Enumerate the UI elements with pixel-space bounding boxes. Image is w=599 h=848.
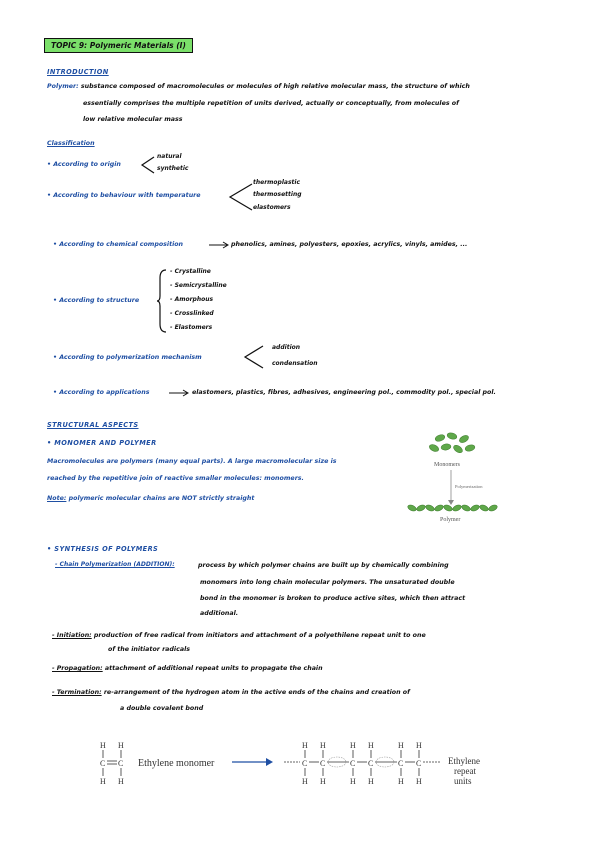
temperature-label: • According to behaviour with temperature — [47, 192, 201, 199]
structure-item-crystalline: - Crystalline — [170, 268, 211, 275]
mechanism-item-condensation: condensation — [272, 360, 318, 367]
termination-line1 — [52, 686, 410, 699]
structural-note — [47, 492, 254, 505]
svg-text:C: C — [416, 759, 422, 768]
temp-item-elastomers: elastomers — [253, 204, 291, 211]
intro-line2: essentially comprises the multiple repetition of units derived, actually or conceptually, from molecules of — [83, 100, 459, 107]
termination-line2: a double covalent bond — [120, 705, 204, 712]
chain-line-2: monomers into long chain molecular polymers. The unsaturated double — [200, 579, 455, 586]
synthesis-heading: • SYNTHESIS OF POLYMERS — [47, 545, 159, 553]
classification-heading: Classification — [47, 140, 95, 147]
polymer-chain — [407, 504, 498, 513]
chain-line-4: additional. — [200, 610, 239, 617]
chain-polymerization-label: - Chain Polymerization (ADDITION): — [55, 561, 175, 568]
chain-line-3: bond in the monomer is broken to produce active sites, which then attract — [200, 595, 466, 602]
svg-text:H: H — [398, 741, 404, 750]
chemical-text: phenolics, amines, polyesters, epoxies, acrylics, vinyls, amides, ... — [231, 241, 468, 248]
temp-item-thermoplastic: thermoplastic — [253, 179, 300, 186]
svg-text:H: H — [416, 741, 422, 750]
svg-text:H: H — [350, 741, 356, 750]
svg-text:H: H — [320, 741, 326, 750]
ethylene-repeat-label-1: Ethylene — [448, 756, 480, 766]
note-label: Note: — [47, 495, 67, 502]
note-text: polymeric molecular chains are NOT strictly straight — [68, 495, 255, 502]
svg-text:H: H — [100, 741, 106, 750]
origin-label: • According to origin — [47, 161, 121, 168]
propagation-label: - Propagation: — [52, 665, 103, 672]
svg-text:C: C — [398, 759, 404, 768]
structural-line2: reached by the repetitive join of reactive smaller molecules: monomers. — [47, 475, 304, 482]
polymer-caption: Polymer — [440, 517, 461, 523]
polyethylene-structure — [302, 741, 422, 786]
propagation-line — [52, 662, 323, 675]
ethylene-repeat-label-2: repeat — [454, 766, 476, 776]
termination-label: - Termination: — [52, 689, 102, 696]
svg-text:C: C — [302, 759, 308, 768]
chemical-label: • According to chemical composition — [53, 241, 184, 248]
applications-label: • According to applications — [53, 389, 150, 396]
mechanism-bracket — [243, 344, 265, 370]
structure-item-elastomers: - Elastomers — [170, 324, 213, 331]
intro-heading: INTRODUCTION — [47, 68, 109, 76]
svg-text:H: H — [398, 777, 404, 786]
chemical-arrow — [208, 240, 230, 250]
svg-text:H: H — [118, 777, 124, 786]
termination-text-1: re-arrangement of the hydrogen atom in the active ends of the chains and creation of — [103, 689, 410, 696]
initiation-text-1: production of free radical from initiators and attachment of a polyethilene repeat unit to one — [93, 632, 426, 639]
svg-text:H: H — [118, 741, 124, 750]
ethylene-monomer-label: Ethylene monomer — [138, 758, 215, 769]
monomer-polymer-figure — [398, 428, 504, 526]
monomers-caption: Monomers — [434, 462, 460, 468]
svg-text:C: C — [100, 759, 106, 768]
propagation-text: attachment of additional repeat units to propagate the chain — [104, 665, 323, 672]
chain-line-1: process by which polymer chains are built up by chemically combining — [198, 562, 449, 569]
temp-item-thermosetting: thermosetting — [253, 191, 302, 198]
ethylene-monomer-structure — [100, 741, 124, 786]
structure-brace — [156, 268, 168, 334]
svg-text:H: H — [302, 741, 308, 750]
svg-text:H: H — [416, 777, 422, 786]
applications-text: elastomers, plastics, fibres, adhesives, engineering pol., commodity pol., special pol. — [192, 389, 496, 396]
reaction-arrow — [232, 758, 273, 766]
origin-bracket — [140, 155, 156, 175]
svg-text:C: C — [350, 759, 356, 768]
monomer-polymer-heading: • MONOMER AND POLYMER — [47, 439, 157, 447]
svg-text:H: H — [350, 777, 356, 786]
svg-text:H: H — [100, 777, 106, 786]
initiation-label: - Initiation: — [52, 632, 92, 639]
svg-text:H: H — [302, 777, 308, 786]
initiation-line1 — [52, 629, 426, 642]
svg-text:H: H — [368, 741, 374, 750]
polymer-term: Polymer: — [47, 83, 79, 90]
temperature-bracket — [228, 182, 254, 212]
topic-title: TOPIC 9: Polymeric Materials (I) — [44, 38, 193, 53]
svg-text:H: H — [320, 777, 326, 786]
monomer-cluster — [428, 432, 475, 455]
structure-label: • According to structure — [53, 297, 140, 304]
svg-text:C: C — [320, 759, 326, 768]
intro-line3: low relative molecular mass — [83, 116, 183, 123]
svg-text:C: C — [118, 759, 124, 768]
structure-item-semicrystalline: - Semicrystalline — [170, 282, 227, 289]
origin-item-natural: natural — [157, 153, 182, 160]
structure-item-amorphous: - Amorphous — [170, 296, 214, 303]
structure-item-crosslinked: - Crosslinked — [170, 310, 214, 317]
structural-line1: Macromolecules are polymers (many equal parts). A large macromolecular size is — [47, 458, 337, 465]
initiation-line2: of the initiator radicals — [108, 646, 190, 653]
origin-item-synthetic: synthetic — [157, 165, 189, 172]
applications-arrow — [168, 388, 190, 398]
svg-text:C: C — [368, 759, 374, 768]
intro-line1 — [47, 80, 470, 93]
mechanism-label: • According to polymerization mechanism — [53, 354, 202, 361]
ethylene-repeat-label-3: units — [454, 776, 472, 786]
ethylene-diagram — [92, 738, 492, 798]
intro-text-1: substance composed of macromolecules or molecules of high relative molecular mass, the structure of which — [80, 83, 470, 90]
svg-text:H: H — [368, 777, 374, 786]
structural-heading: STRUCTURAL ASPECTS — [47, 421, 139, 429]
mechanism-item-addition: addition — [272, 344, 301, 351]
polymerization-caption: Polymerization — [455, 484, 483, 489]
